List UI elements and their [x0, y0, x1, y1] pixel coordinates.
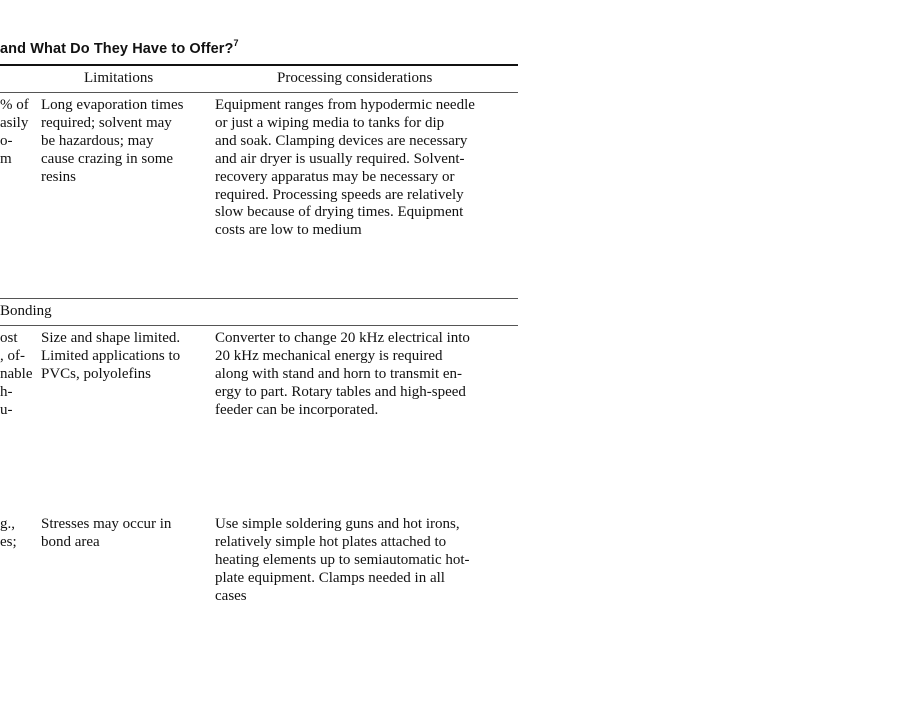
text-line: Long evaporation times	[41, 97, 184, 113]
header-limitations: Limitations	[84, 70, 154, 86]
row-0-limitations	[41, 97, 183, 187]
text-line: h-	[0, 383, 13, 400]
table-title	[0, 39, 239, 57]
text-line: asily	[0, 114, 29, 131]
text-line: es;	[0, 533, 17, 550]
text-line: Use simple soldering guns and hot irons,	[215, 516, 460, 532]
text-line: costs are low to medium	[215, 222, 362, 239]
text-line: resins	[41, 168, 76, 185]
text-line: Stresses may occur in	[41, 516, 172, 532]
text-line: ost	[0, 330, 18, 346]
text-line: along with stand and horn to transmit en-	[215, 365, 463, 382]
top-rule	[0, 64, 518, 66]
text-line: plate equipment. Clamps needed in all	[215, 569, 445, 586]
header-rule	[0, 92, 518, 93]
row-0-fragment	[0, 97, 29, 169]
text-line: feeder can be incorporated.	[215, 401, 379, 418]
text-line: required; solvent may	[41, 114, 172, 131]
text-line: % of	[0, 97, 29, 113]
table-title-text: and What Do They Have to Offer?	[0, 40, 234, 57]
row-1-fragment	[0, 330, 32, 420]
text-line: relatively simple hot plates attached to	[215, 533, 447, 550]
text-line: heating elements up to semiautomatic hot-	[215, 551, 470, 568]
row-1-processing	[215, 330, 470, 420]
text-line: g.,	[0, 516, 15, 532]
row-2-processing	[215, 516, 470, 606]
text-line: or just a wiping media to tanks for dip	[215, 114, 445, 131]
section-label: Bonding	[0, 303, 52, 319]
row-0-processing	[215, 97, 475, 240]
text-line: ergy to part. Rotary tables and high-speed	[215, 383, 466, 400]
text-line: recovery apparatus may be necessary or	[215, 168, 455, 185]
text-line: Size and shape limited.	[41, 330, 181, 346]
text-line: , of-	[0, 347, 25, 364]
text-line: cases	[215, 587, 247, 604]
text-line: required. Processing speeds are relatively	[215, 186, 464, 203]
text-line: u-	[0, 401, 13, 418]
title-footnote: 7	[233, 38, 239, 48]
text-line: nable	[0, 365, 33, 382]
text-line: o-	[0, 132, 13, 149]
text-line: slow because of drying times. Equipment	[215, 204, 464, 221]
section-rule-bottom	[0, 325, 518, 326]
section-rule-top	[0, 298, 518, 299]
row-2-fragment	[0, 516, 17, 552]
text-line: be hazardous; may	[41, 132, 154, 149]
text-line: bond area	[41, 533, 100, 550]
text-line: and soak. Clamping devices are necessary	[215, 132, 468, 149]
row-2-limitations	[41, 516, 171, 552]
text-line: Equipment ranges from hypodermic needle	[215, 97, 475, 113]
row-1-limitations	[41, 330, 180, 384]
text-line: 20 kHz mechanical energy is required	[215, 347, 443, 364]
header-processing: Processing considerations	[277, 70, 433, 86]
text-line: Converter to change 20 kHz electrical into	[215, 330, 470, 346]
text-line: PVCs, polyolefins	[41, 365, 152, 382]
text-line: m	[0, 150, 12, 167]
text-line: cause crazing in some	[41, 150, 174, 167]
text-line: Limited applications to	[41, 347, 181, 364]
text-line: and air dryer is usually required. Solvent-	[215, 150, 465, 167]
